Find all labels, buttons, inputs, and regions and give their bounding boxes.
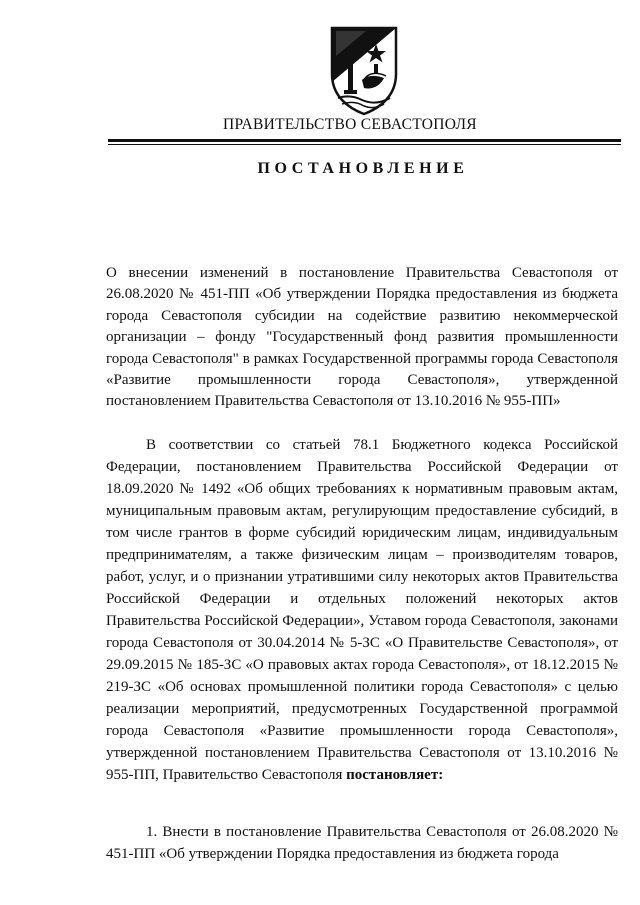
preamble-text: В соответствии со статьей 78.1 Бюджетного кодекса Российской Федерации, постановлением Правительства Российской Федерации от 18.09.2020 № 1492 «Об общих требованиях к нормативным правовым актам, муниципальным правовым актам, регулирующим предоставление субсидий, в том числе грантов в форме субсидий юридическим лицам, индивидуальным предпринимателям, а также физическим лицам – производителям товаров, работ, услуг, и о признании утратившими силу некоторых актов Правительства Российской Федерации и отдельных положений некоторых актов Правительства Российской Федерации», Уставом города Севастополя, законами города Севастополя от 30.04.2014 № 5-ЗС «О Правительстве Севастополя», от 29.09.2015 № 185-ЗС «О правовых актах города Севастополя», от 18.12.2015 № 219-ЗС «Об основах промышленной политики города Севастополя» с целью реализации мероприятий, предусмотренных Государственной программой города Севастополя «Развитие промышленности города Севастополя», утвержденной постановлением Правительства Севастополя от 13.10.2016 № 955-ПП, Правительство Севастополя bbox=[106, 437, 618, 783]
sevastopol-coat-of-arms-icon bbox=[326, 22, 402, 116]
header-divider-thin bbox=[108, 144, 621, 145]
resolves-keyword: постановляет: bbox=[346, 767, 444, 783]
resolution-subject: О внесении изменений в постановление Правительства Севастополя от 26.08.2020 № 451-ПП «Об утверждении Порядка предоставления из бюджета города Севастополя субсидии на содействие развитию некоммерческой организации – фонду "Государственный фонд развития промышленности города Севастополя" в рамках Государственной программы города Севастополя «Развитие промышленности города Севастополя», утвержденной постановлением Правительства Севастополя от 13.10.2016 № 955-ПП» bbox=[106, 265, 618, 410]
resolution-item-1: 1. Внести в постановление Правительства Севастополя от 26.08.2020 № 451-ПП «Об утверждении Порядка предоставления из бюджета города bbox=[106, 824, 618, 862]
header-divider-thick bbox=[108, 139, 621, 142]
document-type-title: ПОСТАНОВЛЕНИЕ bbox=[257, 160, 469, 177]
government-name: ПРАВИТЕЛЬСТВО СЕВАСТОПОЛЯ bbox=[223, 116, 477, 133]
preamble-paragraph bbox=[106, 434, 618, 786]
